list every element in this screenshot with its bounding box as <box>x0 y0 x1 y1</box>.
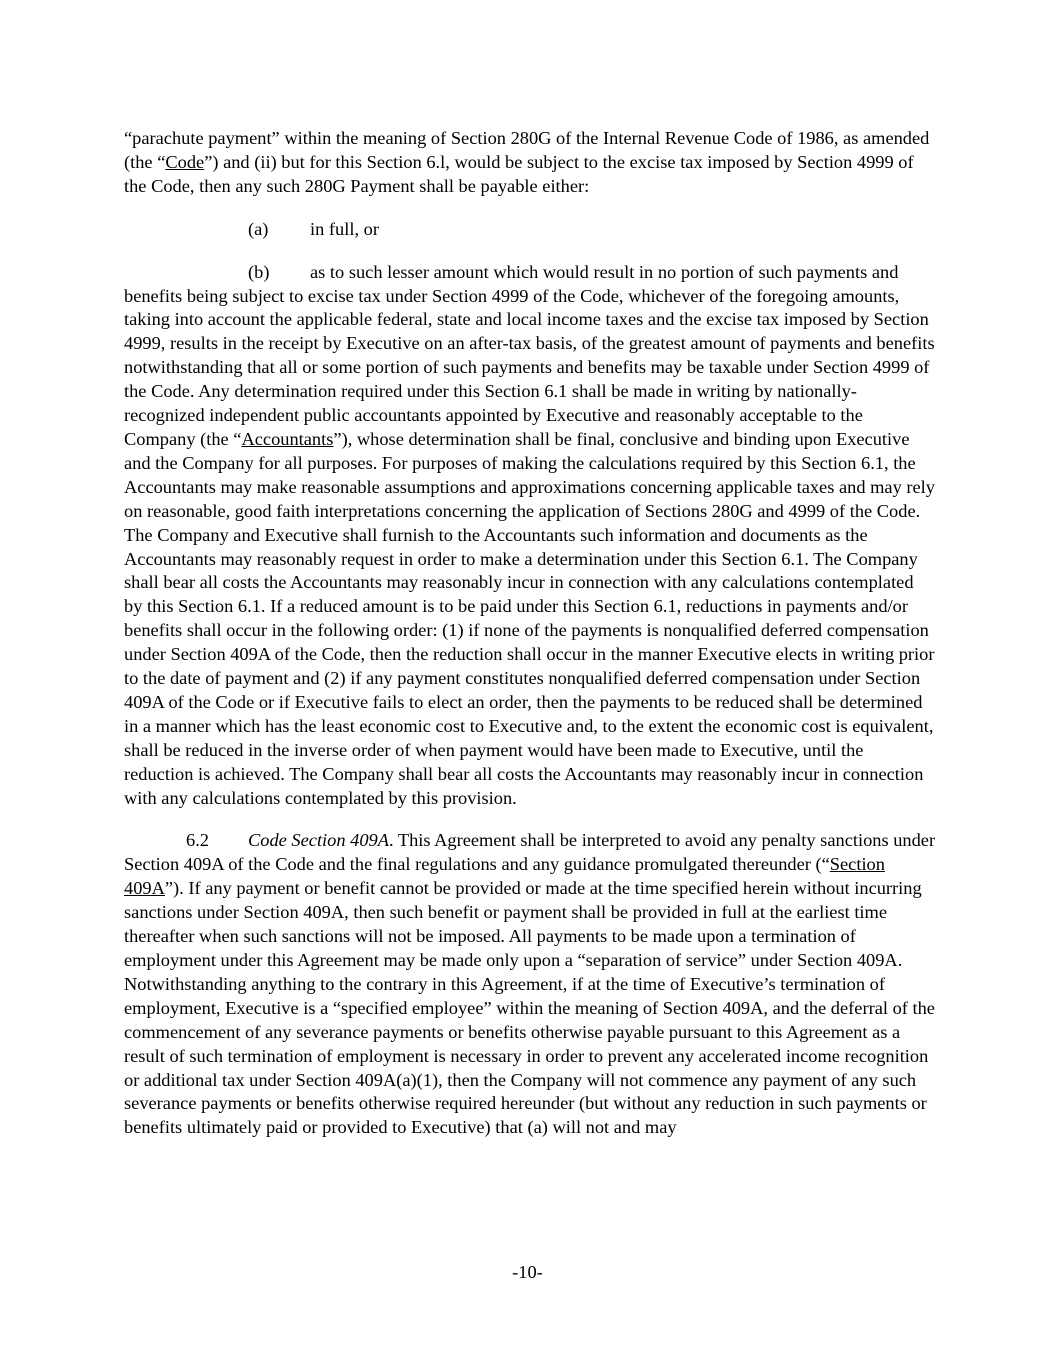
item-b-text-1: as to such lesser amount which would result in no portion of such payments and benefits being subject to excise tax under Section 4999 of the Code, whichever of the foregoing amounts, taking into account the applicable federal, state and local income taxes and the excise tax imposed by Section 4999, results in the receipt by Executive on an after-tax basis, of the greatest amount of payments and benefits notwithstanding that all or some portion of such payments and benefits may be taxable under Section 4999 of the Code. Any determination required under this Section 6.1 shall be made in writing by nationally-recognized independent public accountants appointed by Executive and reasonably acceptable to the Company (the “ <box>124 261 935 449</box>
section-6-2-text-1: . This Agreement shall be interpreted to avoid any penalty sanctions under Section 409A of the Code and the final regulations and any guidance promulgated thereunder (“ <box>124 830 936 875</box>
section-6-2-text-2: ”). If any payment or benefit cannot be provided or made at the time specified herein without incurring sanctions under Section 409A, then such benefit or payment shall be provided in full at the earliest time thereafter when such sanctions will not be imposed. All payments to be made upon a termination of employment under this Agreement may be made only upon a “separation of service” under Section 409A. Notwithstanding anything to the contrary in this Agreement, if at the time of Executive’s termination of employment, Executive is a “specified employee” within the meaning of Section 409A, and the deferral of the commencement of any severance payments or benefits otherwise payable pursuant to this Agreement as a result of such termination of employment is necessary in order to prevent any accelerated income recognition or additional tax under Section 409A(a)(1), then the Company will not commence any payment of any such severance payments or benefits otherwise required hereunder (but without any reduction in such payments or benefits ultimately paid or provided to Executive) that (a) will not and may <box>124 878 935 1138</box>
body-text <box>124 127 936 1140</box>
item-a-text: in full, or <box>310 218 379 239</box>
defined-term-accountants: Accountants <box>241 428 334 449</box>
intro-text-2: ”) and (ii) but for this Section 6.l, would be subject to the excise tax imposed by Section 4999 of the Code, then any such 280G Payment shall be payable either: <box>124 151 914 196</box>
defined-term-section-409a: Section 409A <box>124 854 885 899</box>
defined-term-code: Code <box>165 151 205 172</box>
intro-text-1: “parachute payment” within the meaning of Section 280G of the Internal Revenue Code of 1986, as amended (the “ <box>124 128 930 172</box>
item-a-label: (a) <box>248 218 269 239</box>
section-number: 6.2 <box>186 830 209 851</box>
paragraph-intro <box>124 127 936 199</box>
section-6-2 <box>124 829 936 1140</box>
section-heading: Code Section 409A <box>248 830 389 851</box>
item-b <box>124 261 936 811</box>
page-number: -10- <box>512 1262 543 1282</box>
item-b-label: (b) <box>248 261 270 282</box>
item-a <box>124 218 936 242</box>
item-b-text-2: ”), whose determination shall be final, conclusive and binding upon Executive and the Company for all purposes. For purposes of making the calculations required by this Section 6.1, the Accountants may make reasonable assumptions and approximations concerning applicable taxes and may rely on reasonable, good faith interpretations concerning the application of Sections 280G and 4999 of the Code. The Company and Executive shall furnish to the Accountants such information and documents as the Accountants may reasonably request in order to make a determination under this Section 6.1. The Company shall bear all costs the Accountants may reasonably incur in connection with any calculations contemplated by this Section 6.1. If a reduced amount is to be paid under this Section 6.1, reductions in payments and/or benefits shall occur in the following order: (1) if none of the payments is nonqualified deferred compensation under Section 409A of the Code, then the reduction shall occur in the manner Executive elects in writing prior to the date of payment and (2) if any payment constitutes nonqualified deferred compensation under Section 409A of the Code or if Executive fails to elect an order, then the payments to be reduced shall be determined in a manner which has the least economic cost to Executive and, to the extent the economic cost is equivalent, shall be reduced in the inverse order of when payment would have been made to Executive, until the reduction is achieved. The Company shall bear all costs the Accountants may reasonably incur in connection with any calculations contemplated by this provision. <box>124 428 935 808</box>
